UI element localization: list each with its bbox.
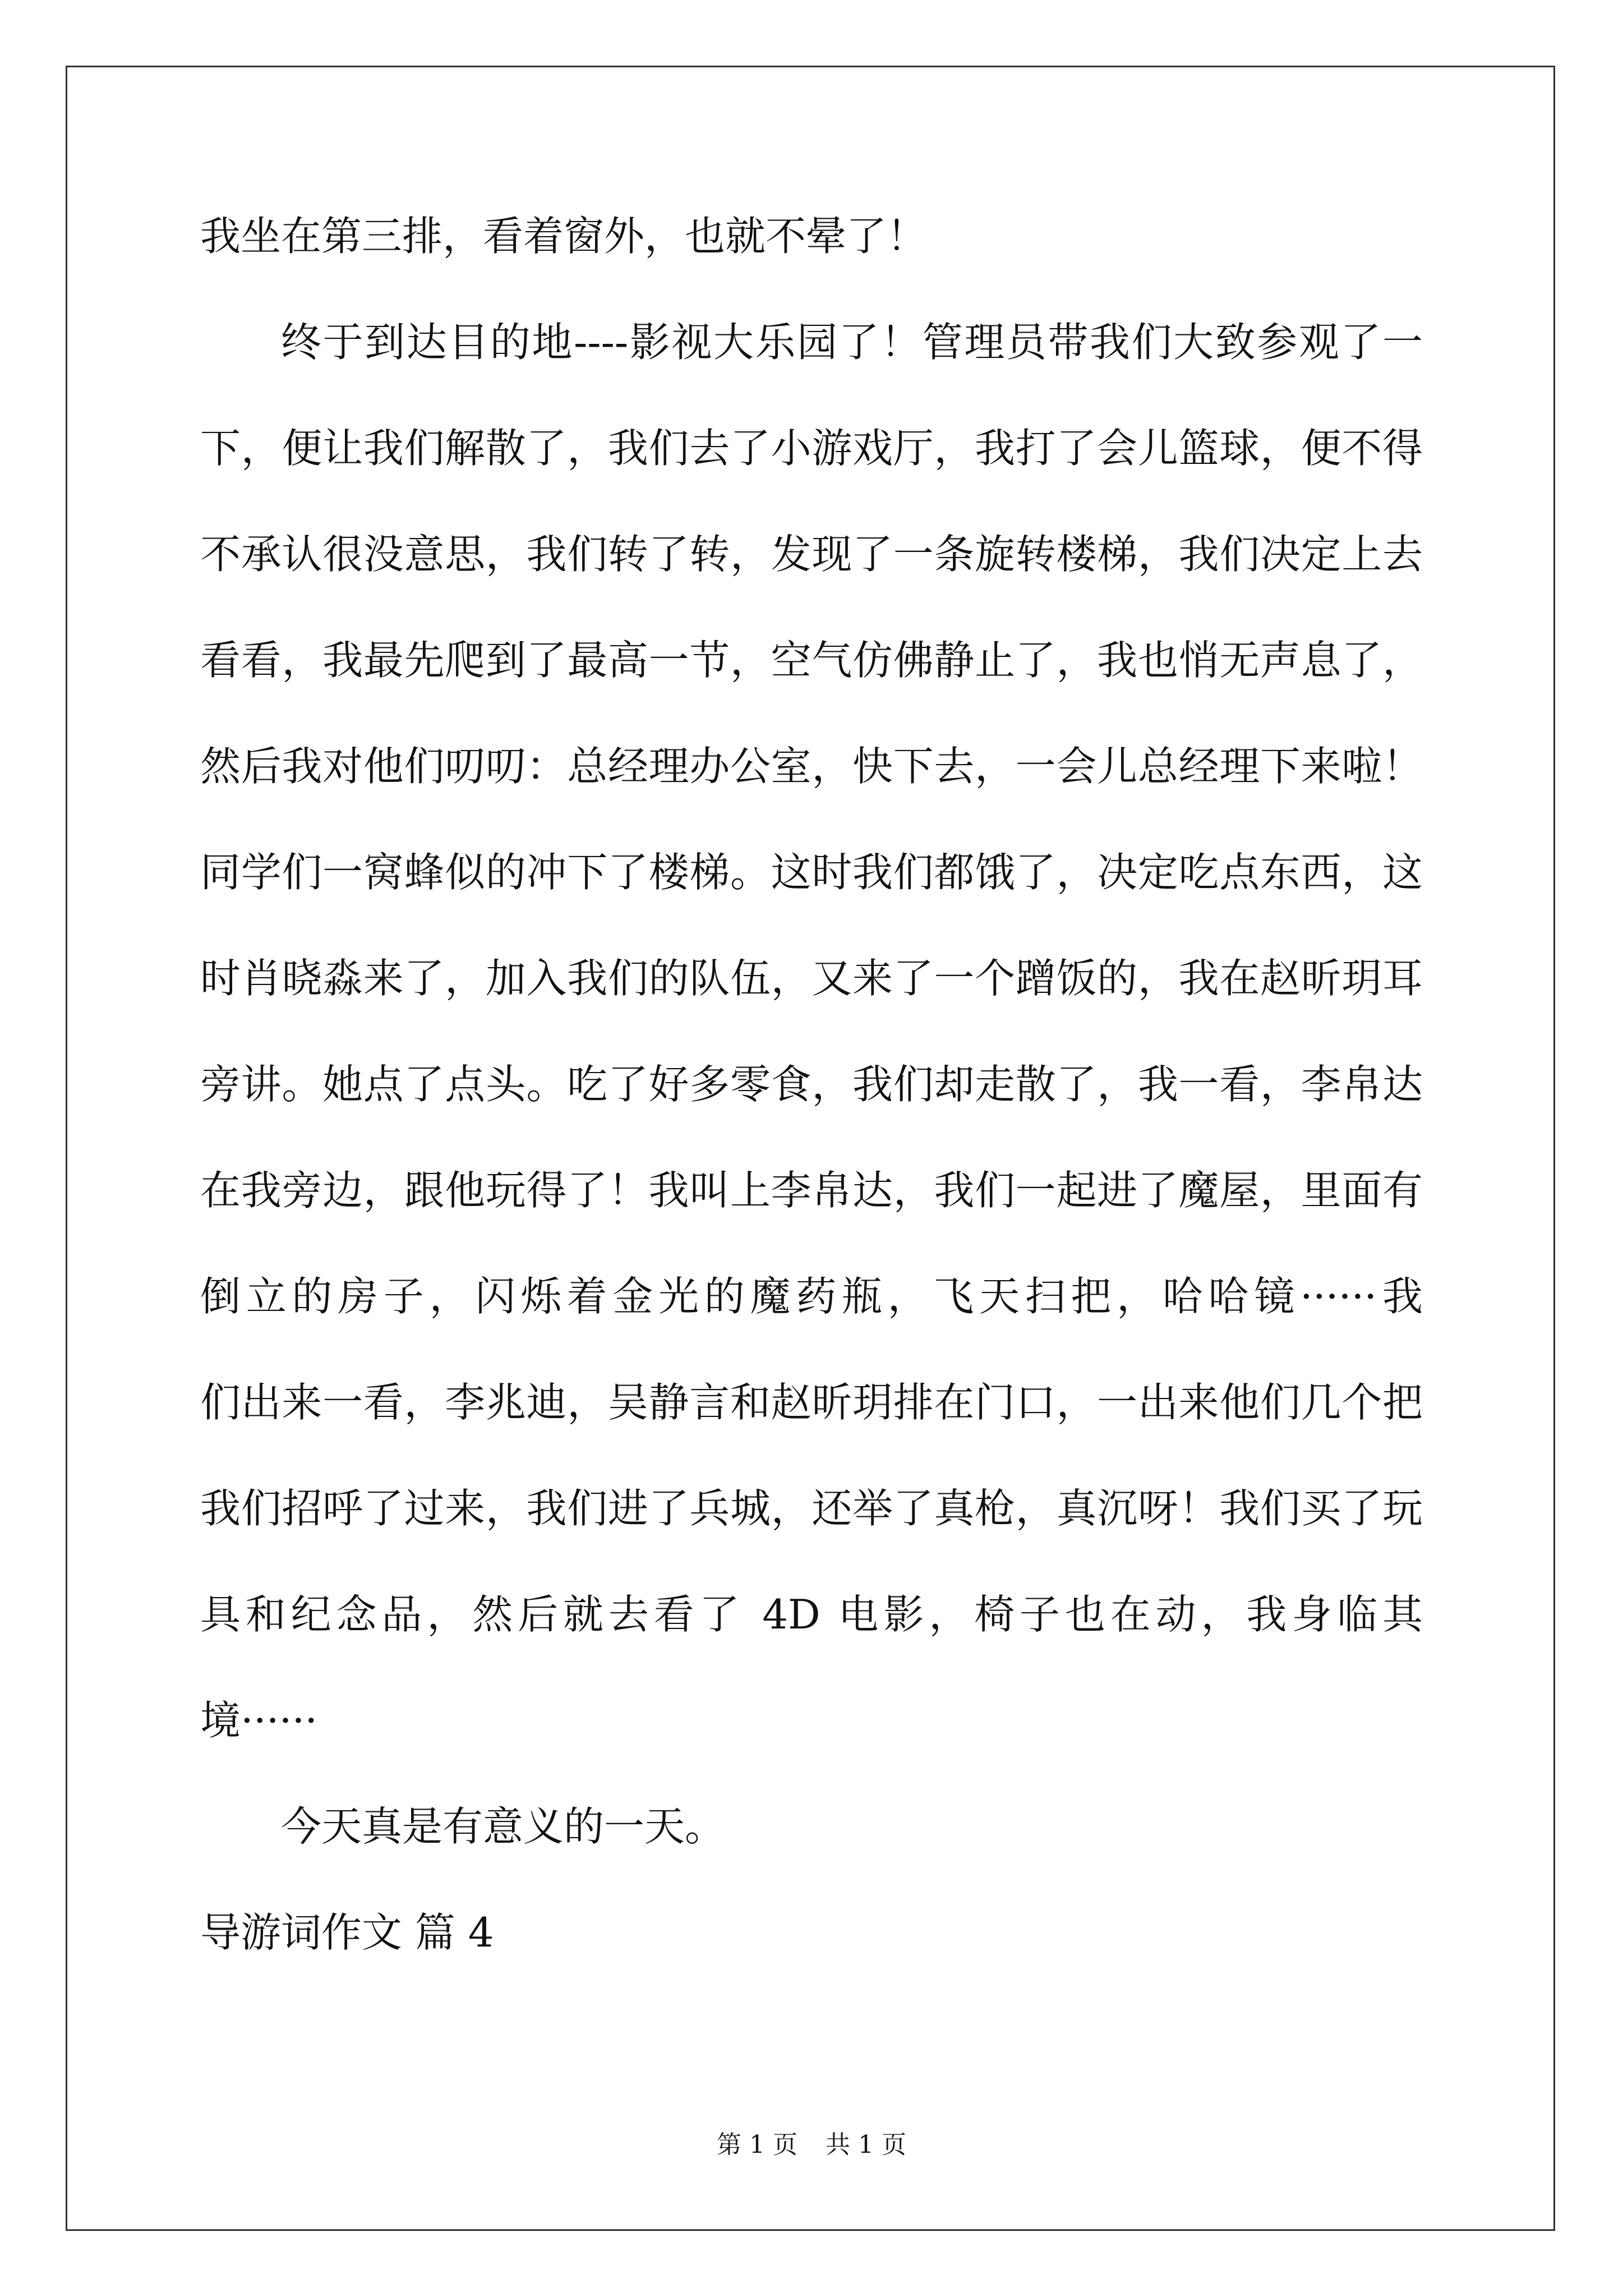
- text-line: 然后我对他们叨叨：总经理办公室，快下去，一会儿总经理下来啦！: [200, 743, 1423, 790]
- text-line: 看看，我最先爬到了最高一节，空气仿佛静止了，我也悄无声息了，: [200, 637, 1423, 684]
- text-line: 倒立的房子，闪烁着金光的魔药瓶，飞天扫把，哈哈镜······我: [200, 1273, 1423, 1320]
- text-line: 我坐在第三排，看着窗外，也就不晕了！: [200, 213, 928, 260]
- text-line: 同学们一窝蜂似的冲下了楼梯。这时我们都饿了，决定吃点东西，这: [200, 849, 1423, 896]
- paragraph-start-line: 终于到达目的地----影视大乐园了！管理员带我们大致参观了一: [281, 319, 1423, 366]
- text-line: 下，便让我们解散了，我们去了小游戏厅，我打了会儿篮球，便不得: [200, 425, 1423, 472]
- text-line: 们出来一看，李兆迪，吴静言和赵昕玥排在门口，一出来他们几个把: [200, 1379, 1423, 1426]
- page-number: 第 1 页: [717, 2131, 797, 2159]
- page-total: 共 1 页: [826, 2131, 906, 2159]
- text-line: 在我旁边，跟他玩得了！我叫上李帛达，我们一起进了魔屋，里面有: [200, 1167, 1423, 1214]
- text-line: 境······: [200, 1697, 318, 1744]
- page-footer: [0, 2133, 1623, 2157]
- paragraph-start-line: 今天真是有意义的一天。: [281, 1803, 726, 1850]
- text-line: 不承认很没意思，我们转了转，发现了一条旋转楼梯，我们决定上去: [200, 531, 1423, 578]
- document-body: [200, 213, 1423, 2018]
- text-line: 时肖晓淼来了，加入我们的队伍，又来了一个蹭饭的，我在赵昕玥耳: [200, 955, 1423, 1002]
- text-line: 具和纪念品，然后就去看了 4D 电影，椅子也在动，我身临其: [200, 1591, 1423, 1638]
- section-heading: 导游词作文 篇 4: [200, 1909, 494, 1956]
- text-line: 旁讲。她点了点头。吃了好多零食，我们却走散了，我一看，李帛达: [200, 1061, 1423, 1108]
- text-line: 我们招呼了过来，我们进了兵城，还举了真枪，真沉呀！我们买了玩: [200, 1485, 1423, 1532]
